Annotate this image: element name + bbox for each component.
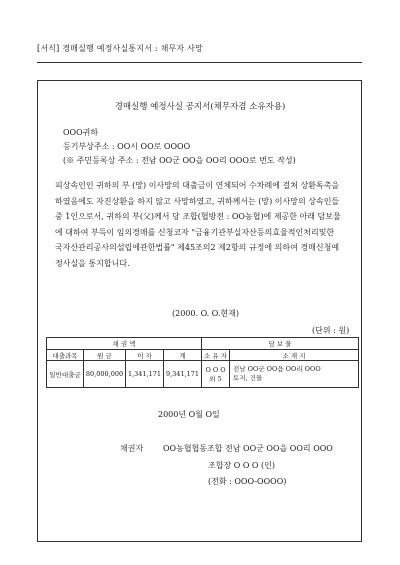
owner-extra: 외 5 — [209, 374, 222, 383]
recipient-name: OOO귀하 — [63, 128, 99, 137]
recipient-resident-address: (※ 주민등록상 주소 : 전남 OO군 OO읍 OO리 OOO로 번도 작성) — [63, 156, 296, 165]
location-type: 토지, 건물 — [233, 374, 263, 382]
cell-total: 9,341,171 — [164, 361, 202, 388]
col-header-interest: 이 자 — [126, 350, 164, 361]
col-header-principal: 원 금 — [84, 350, 126, 361]
col-header-subject: 대출과목 — [47, 350, 84, 361]
col-header-location: 소 재 지 — [230, 350, 359, 361]
claim-amount-header: 채 권 액 — [47, 338, 202, 350]
creditor-name: OO농협협동조합 전남 OO군 OO읍 OO리 OOO — [163, 444, 333, 453]
cell-subject: 일반대출금 — [47, 361, 84, 388]
col-header-owner: 소 유 자 — [202, 350, 230, 361]
collateral-header: 담 보 물 — [202, 338, 359, 350]
cell-location — [230, 361, 359, 388]
cell-owner — [202, 361, 230, 388]
body-line: 중 1인으로서, 귀하의 부(父)께서 당 조합(협방전 : OO농협)에 제공한 아래 담보물 — [55, 212, 341, 222]
document-title: 경매실행 예정사실 공지서(채무자겸 소유자용) — [114, 102, 286, 112]
location-address: 전남 OO군 OO읍 OO리 OOO — [233, 365, 321, 373]
header-divider — [37, 62, 362, 63]
creditor-label: 채권자 — [120, 444, 144, 453]
recipient-address: 등기부상주소 : OO시 OO로 OOOO — [63, 142, 191, 151]
body-line: 하였음에도 자진상환을 하지 않고 사망하였고, 귀하께서는 (망) 이사망의 상속인들 — [55, 196, 340, 206]
form-header: [서식] 경매실행 예정사실통지서 : 채무자 사망 — [37, 44, 203, 53]
creditor-head: 조합장 O O O (인) — [208, 461, 276, 470]
claim-table — [46, 337, 359, 388]
body-line: 에 대하여 부득이 임의경매를 신청코자 "금융기관부실자산등의효율적인처리및한 — [55, 227, 335, 237]
as-of-date: (2000. O. O.현재) — [172, 309, 239, 318]
cell-principal: 80,000,000 — [84, 361, 126, 388]
sign-date: 2000년 O월 O일 — [158, 410, 220, 419]
body-line: 정사실을 통지합니다. — [55, 258, 130, 268]
creditor-phone: (전화 : OOO-OOOO) — [208, 477, 287, 486]
cell-interest: 1,341,171 — [126, 361, 164, 388]
body-line: 국자산관리공사의설립에관한법률" 제45조의2 제2항의 규정에 의하여 경매신청예 — [55, 243, 340, 253]
owner-name: O O O — [205, 365, 226, 374]
table-row — [47, 361, 359, 388]
unit-label: (단위 : 원) — [312, 326, 350, 335]
col-header-total: 계 — [164, 350, 202, 361]
notice-body — [55, 178, 353, 272]
body-line: 피상속인인 귀하의 부 (망) 이사망의 대출금이 연체되어 수차례에 걸쳐 상환독촉을 — [55, 181, 340, 190]
